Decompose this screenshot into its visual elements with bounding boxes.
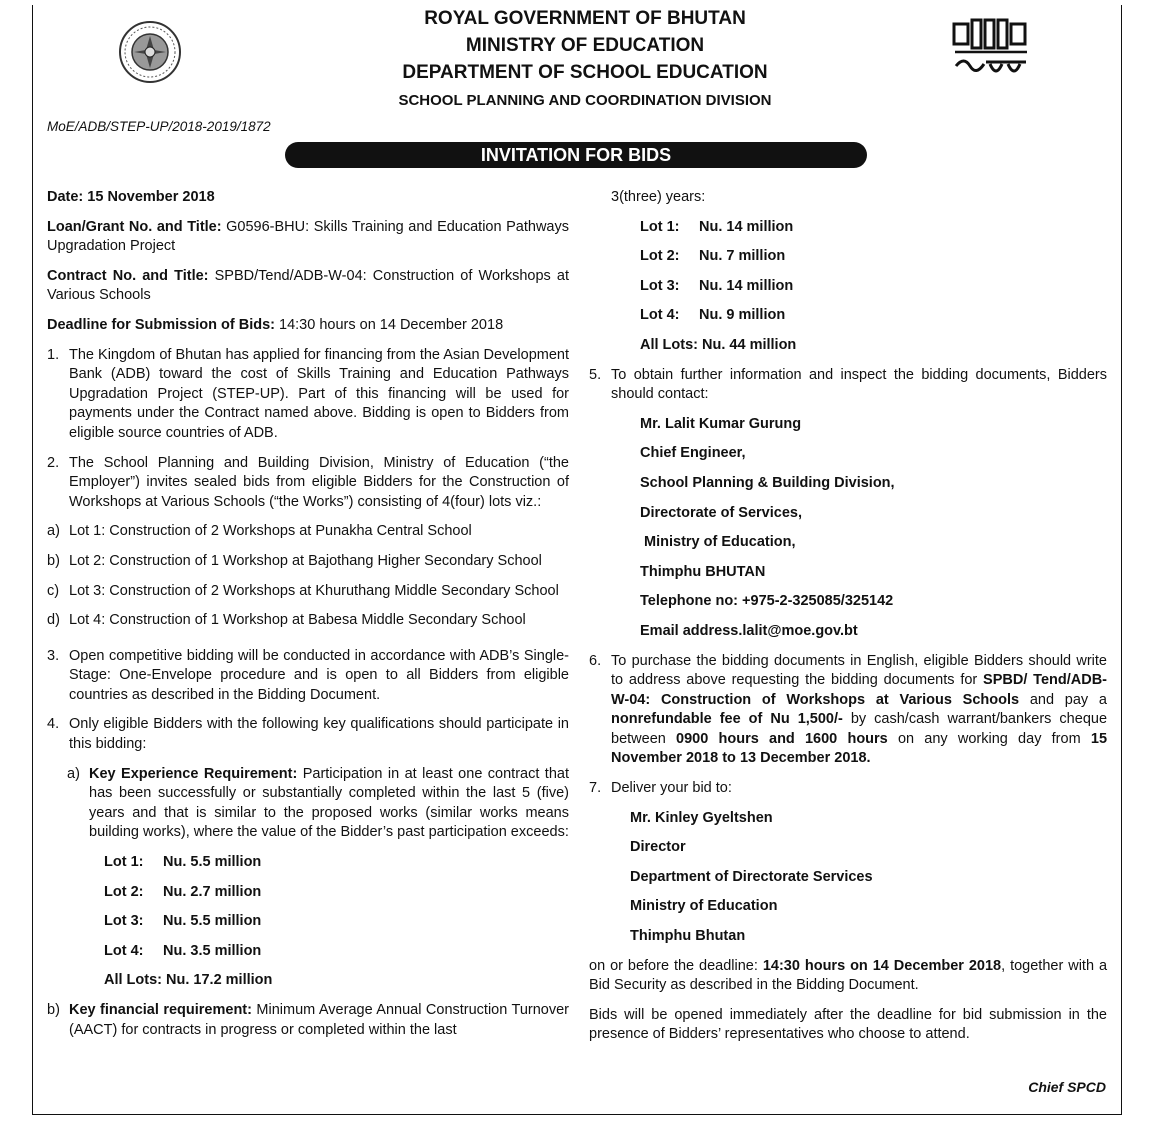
para-number: 1. — [47, 346, 60, 363]
lot-value: Nu. 3.5 million — [163, 942, 262, 959]
para-number: 4. — [47, 716, 60, 733]
bid-opening-statement: Bids will be opened immediately after the deadline for bid submission in the presence of Bidders’ representatives who choose to attend. — [589, 1006, 1107, 1043]
experience-all-lots: All Lots: Nu. 17.2 million — [104, 972, 273, 989]
para-2 — [47, 454, 569, 513]
lot-key: Lot 1: — [104, 854, 144, 871]
item-text — [69, 1001, 569, 1040]
experience-lot-row — [104, 853, 569, 873]
item-text: Lot 2: Construction of 1 Workshop at Bajothang Higher Secondary School — [69, 552, 542, 569]
item-letter: d) — [47, 612, 60, 629]
financial-lots — [589, 218, 1107, 356]
key-financial-text: Minimum Average Annual Construction Turnover (AACT) for contracts in progress or completed within the last — [69, 1002, 569, 1038]
para-number: 3. — [47, 647, 60, 664]
contract-label: Contract No. and Title: — [47, 267, 209, 284]
para-6-text: To purchase the bidding documents in English, eligible Bidders should write to address above requesting the bidding documents for — [611, 652, 1107, 689]
item-text: Lot 1: Construction of 2 Workshops at Punakha Central School — [69, 523, 472, 540]
para-text: Open competitive bidding will be conducted in accordance with ADB’s Single-Stage: One-Envelope procedure and is open to all Bidders from eligible countries as described in the Bidding Document. — [69, 647, 569, 703]
financial-lot-row — [640, 247, 1107, 267]
contact-line: Ministry of Education, — [640, 534, 796, 551]
left-column — [47, 188, 569, 1040]
para-text: The School Planning and Building Division, Ministry of Education (“the Employer”) invites sealed bids from eligible Bidders for the Construction of Workshops at Various Schools (“the Works”) consisting of 4(four) lots viz.: — [69, 454, 569, 510]
lot-item-d — [47, 611, 569, 631]
para-6-contract: SPBD/ Tend/ADB-W-04: Construction of Workshops at Various Schools — [611, 672, 1107, 708]
deliver-line: Mr. Kinley Gyeltshen — [630, 809, 773, 826]
deadline-statement-text: on or before the deadline: — [589, 957, 763, 974]
right-column — [589, 188, 1107, 1045]
lot-key: Lot 4: — [104, 942, 144, 959]
deadline-statement-text: , together with a Bid Security as described in the Bidding Document. — [589, 957, 1108, 994]
experience-lot-row — [104, 912, 569, 932]
item-text — [89, 765, 569, 843]
header-division: SCHOOL PLANNING AND COORDINATION DIVISION — [398, 92, 772, 109]
lot-value: Nu. 7 million — [699, 248, 786, 265]
para-number: 6. — [589, 652, 602, 669]
contact-block — [589, 415, 1107, 642]
para-text: Only eligible Bidders with the following key qualifications should participate in this bidding: — [69, 716, 569, 753]
contact-email: Email address.lalit@moe.gov.bt — [640, 622, 858, 639]
contract-title — [47, 267, 569, 306]
para-6-text: on any working day from — [887, 730, 1091, 747]
lot-value: Nu. 5.5 million — [163, 913, 262, 930]
lot-key: Lot 3: — [640, 277, 680, 294]
deadline-statement — [589, 957, 1107, 996]
dzongkha-logo-icon — [950, 14, 1032, 90]
lot-key: Lot 4: — [640, 307, 680, 324]
deadline-label: Deadline for Submission of Bids: — [47, 316, 275, 333]
lot-value: Nu. 14 million — [699, 277, 794, 294]
financial-lot-row — [640, 218, 1107, 238]
deadline — [47, 316, 569, 336]
experience-lot-row — [104, 883, 569, 903]
key-experience — [47, 765, 569, 843]
lot-item-a — [47, 522, 569, 542]
deliver-line: Thimphu Bhutan — [630, 928, 746, 945]
para-4 — [47, 715, 569, 754]
header-department: DEPARTMENT OF SCHOOL EDUCATION — [402, 62, 768, 83]
contact-line: Chief Engineer, — [640, 445, 746, 462]
para-6-fee: nonrefundable fee of Nu 1,500/- — [611, 711, 843, 728]
contact-phone: Telephone no: +975-2-325085/325142 — [640, 593, 894, 610]
bhutan-emblem-icon — [118, 20, 182, 84]
loan-text: G0596-BHU: Skills Training and Education Pathways Upgradation Project — [47, 218, 569, 255]
item-text: Lot 4: Construction of 1 Workshop at Babesa Middle Secondary School — [69, 612, 526, 629]
lot-value: Nu. 2.7 million — [163, 883, 262, 900]
lot-key: Lot 2: — [640, 248, 680, 265]
experience-lot-row — [104, 942, 569, 962]
item-letter: a) — [67, 765, 80, 782]
financial-all-lots: All Lots: Nu. 44 million — [640, 336, 797, 353]
lot-key: Lot 3: — [104, 913, 144, 930]
contact-line: Mr. Lalit Kumar Gurung — [640, 415, 802, 432]
financial-continuation: 3(three) years: — [611, 189, 706, 205]
para-text — [611, 652, 1107, 770]
deliver-line: Ministry of Education — [630, 898, 778, 915]
loan-title — [47, 218, 569, 257]
para-6-text: and pay a — [1019, 691, 1107, 708]
key-experience-text: Participation in at least one contract that has been successfully or substantially completed within the last 5 (five) years and that is similar to the proposed works (similar works means building works), where the value of the Bidder’s past participation exceeds: — [89, 765, 569, 841]
lot-item-c — [47, 582, 569, 602]
para-7 — [589, 779, 1107, 799]
reference-number: MoE/ADB/STEP-UP/2018-2019/1872 — [47, 119, 271, 134]
para-6-hours: 0900 hours and 1600 hours — [676, 730, 888, 747]
key-financial-label: Key financial requirement: — [69, 1002, 252, 1018]
para-text: The Kingdom of Bhutan has applied for financing from the Asian Development Bank (ADB) toward the cost of Skills Training and Education Pathways Upgradation Project (STEP-UP). Part of this financing will be used for payments under the Contract named above. Bidding is open to Bidders from eligible source countries of ADB. — [69, 346, 569, 441]
deadline-statement-time: 14:30 hours on 14 December 2018 — [762, 957, 1002, 974]
lot-value: Nu. 14 million — [699, 218, 794, 235]
para-5 — [589, 366, 1107, 405]
experience-lots — [47, 853, 569, 991]
header-ministry: MINISTRY OF EDUCATION — [465, 35, 705, 56]
notice-date: Date: 15 November 2018 — [47, 189, 215, 205]
para-number: 5. — [589, 366, 602, 383]
item-letter: a) — [47, 523, 60, 540]
financial-lot-row — [640, 277, 1107, 297]
deliver-block — [589, 809, 1107, 947]
financial-lot-row — [640, 306, 1107, 326]
para-text: Deliver your bid to: — [611, 780, 732, 797]
item-letter: b) — [47, 1002, 60, 1018]
signature: Chief SPCD — [1028, 1079, 1106, 1095]
para-6 — [589, 652, 1107, 770]
item-letter: c) — [47, 582, 60, 599]
contact-line: Thimphu BHUTAN — [640, 563, 766, 580]
lot-value: Nu. 9 million — [699, 307, 786, 324]
loan-label: Loan/Grant No. and Title: — [47, 218, 222, 235]
item-text: Lot 3: Construction of 2 Workshops at Khuruthang Middle Secondary School — [69, 582, 559, 599]
para-6-dates: 15 November 2018 to 13 December 2018. — [611, 730, 1108, 767]
deliver-line: Director — [630, 839, 686, 856]
lot-key: Lot 1: — [640, 218, 680, 235]
item-letter: b) — [47, 552, 60, 569]
lot-value: Nu. 5.5 million — [163, 854, 262, 871]
para-1 — [47, 346, 569, 444]
lot-key: Lot 2: — [104, 883, 144, 900]
para-6-text: by cash/cash warrant/bankers cheque between — [611, 711, 1108, 747]
header-government: ROYAL GOVERNMENT OF BHUTAN — [424, 8, 746, 29]
contract-text: SPBD/Tend/ADB-W-04: Construction of Workshops at Various Schools — [47, 267, 569, 304]
para-number: 2. — [47, 454, 60, 471]
key-financial — [47, 1001, 569, 1040]
contact-line: School Planning & Building Division, — [640, 474, 895, 491]
deadline-text: 14:30 hours on 14 December 2018 — [275, 316, 504, 333]
lot-item-b — [47, 552, 569, 572]
para-3 — [47, 647, 569, 706]
deliver-line: Department of Directorate Services — [630, 868, 873, 885]
title-banner: INVITATION FOR BIDS — [285, 142, 867, 168]
para-text: To obtain further information and inspect the bidding documents, Bidders should contact: — [611, 366, 1107, 403]
key-experience-label: Key Experience Requirement: — [89, 765, 298, 782]
para-number: 7. — [589, 780, 602, 797]
contact-line: Directorate of Services, — [640, 504, 802, 521]
